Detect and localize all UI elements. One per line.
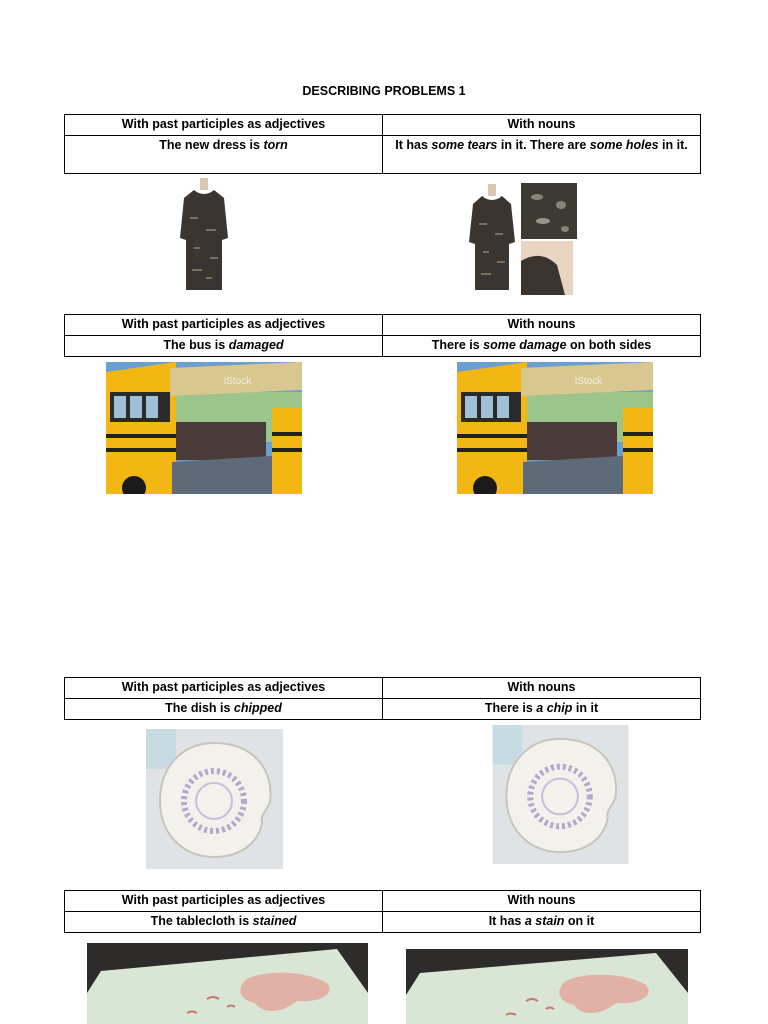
example-right: It has a stain on it xyxy=(383,912,701,933)
torn-dress-image xyxy=(176,178,232,294)
chipped-dish-image xyxy=(146,729,283,869)
damaged-bus-image-2 xyxy=(457,362,653,494)
example-left: The bus is damaged xyxy=(65,336,383,357)
header-right: With nouns xyxy=(383,115,701,136)
torn-dress-image-2 xyxy=(465,184,519,294)
header-left: With past participles as adjectives xyxy=(65,115,383,136)
example-left: The dish is chipped xyxy=(65,699,383,720)
header-left: With past participles as adjectives xyxy=(65,315,383,336)
example-right: It has some tears in it. There are some holes in it. xyxy=(383,136,701,174)
example-left: The tablecloth is stained xyxy=(65,912,383,933)
stained-tablecloth-image-2 xyxy=(406,949,688,1024)
header-left: With past participles as adjectives xyxy=(65,891,383,912)
table-damaged xyxy=(64,314,701,357)
header-right: With nouns xyxy=(383,891,701,912)
example-right: There is some damage on both sides xyxy=(383,336,701,357)
table-torn xyxy=(64,114,701,174)
chipped-dish-image-2 xyxy=(492,725,629,864)
damaged-bus-image xyxy=(106,362,302,494)
example-left: The new dress is torn xyxy=(65,136,383,174)
fabric-holes-closeup xyxy=(521,183,577,239)
example-right: There is a chip in it xyxy=(383,699,701,720)
shoulder-closeup xyxy=(521,241,573,295)
table-chipped xyxy=(64,677,701,720)
header-right: With nouns xyxy=(383,678,701,699)
header-left: With past participles as adjectives xyxy=(65,678,383,699)
watermark-text: iStock xyxy=(224,376,252,387)
table-stained xyxy=(64,890,701,933)
watermark-text: iStock xyxy=(575,376,603,387)
page-title: DESCRIBING PROBLEMS 1 xyxy=(302,84,466,98)
stained-tablecloth-image xyxy=(87,943,368,1024)
header-right: With nouns xyxy=(383,315,701,336)
